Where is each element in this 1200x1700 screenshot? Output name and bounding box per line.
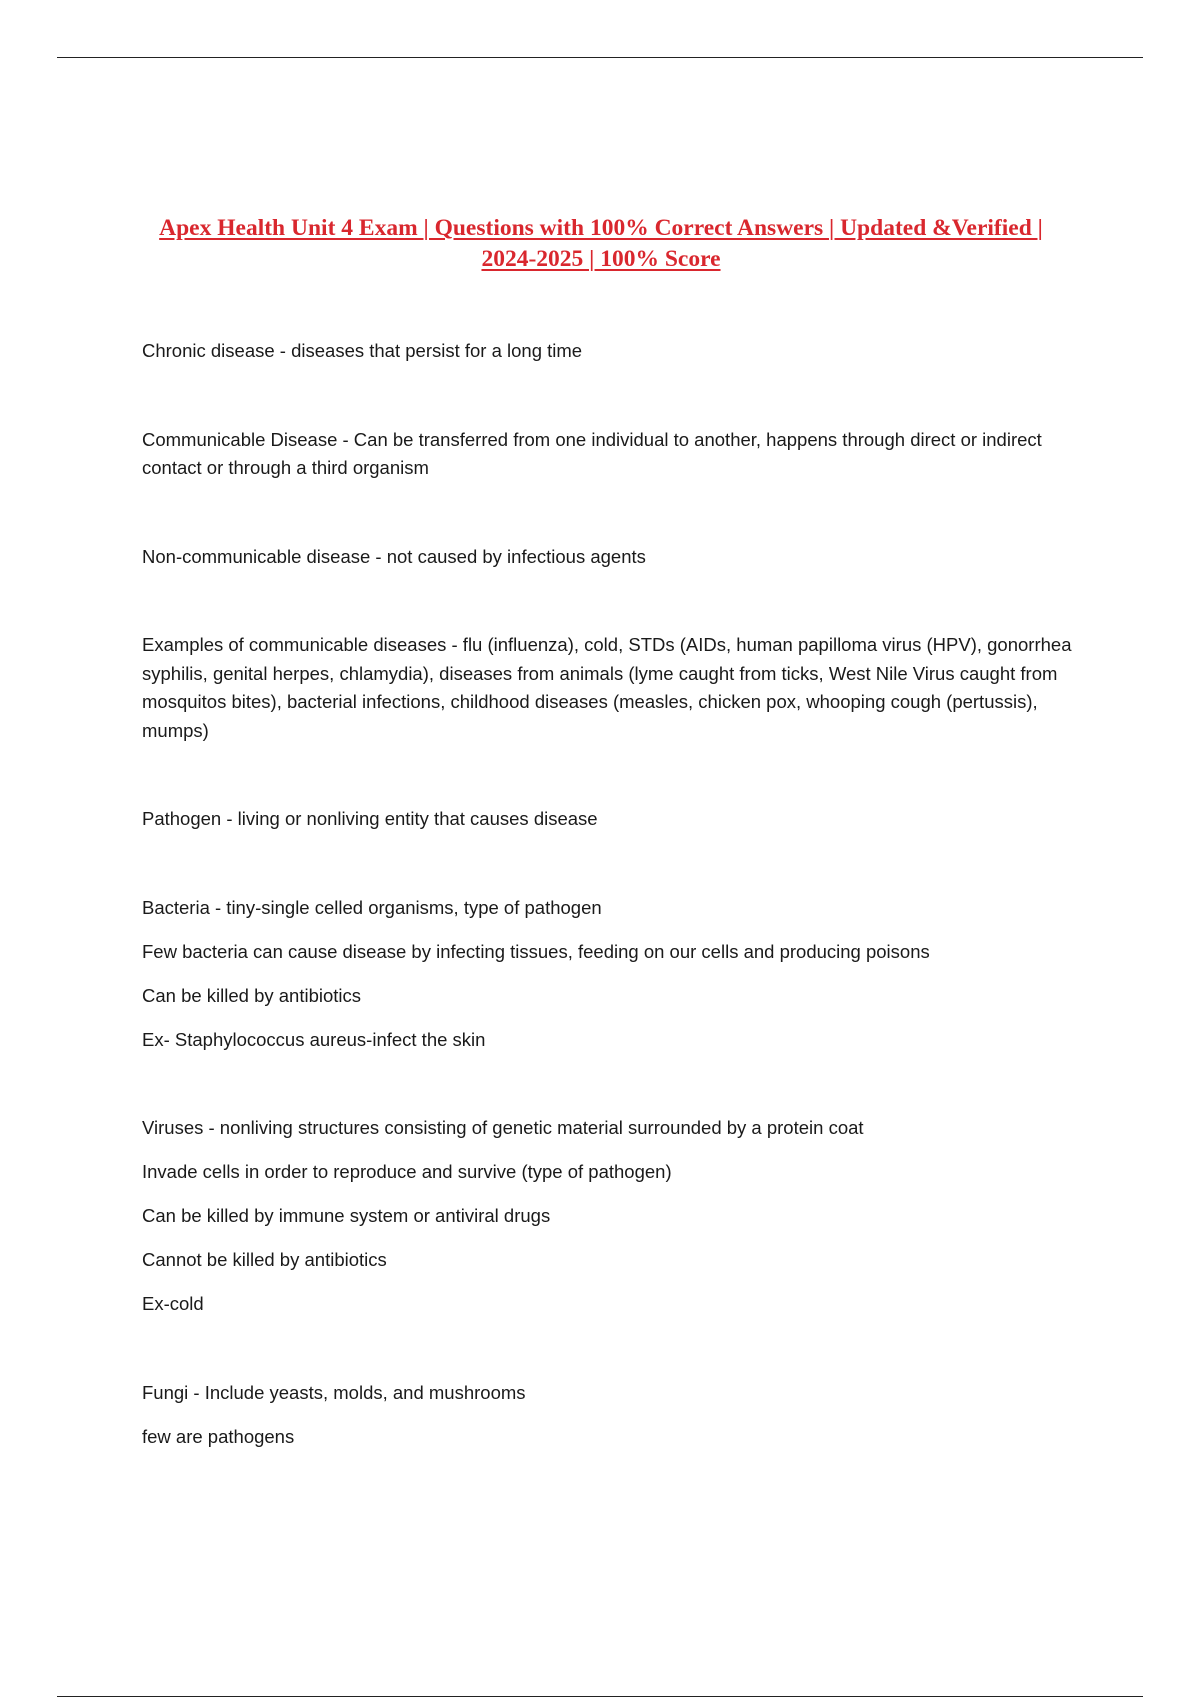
entry-viruses [142, 1114, 1072, 1319]
document-title: Apex Health Unit 4 Exam | Questions with 100% Correct Answers | Updated &Verified | 2024-2025 | 100% Score [159, 215, 1043, 272]
entry-line: Cannot be killed by antibiotics [142, 1249, 387, 1270]
entry-line: Bacteria - tiny-single celled organisms, type of pathogen [142, 896, 602, 918]
entry-line: Fungi - Include yeasts, molds, and mushrooms [142, 1381, 526, 1403]
entry-line: Communicable Disease - Can be transferred from one individual to another, happens through direct or indirect contact or through a third organism [142, 428, 1042, 478]
entry-line: Few bacteria can cause disease by infecting tissues, feeding on our cells and producing poisons [142, 940, 930, 962]
entry-line: Can be killed by immune system or antiviral drugs [142, 1205, 551, 1226]
top-rule [57, 57, 1143, 58]
document-body [142, 337, 1072, 1511]
entry-communicable-examples [142, 631, 1072, 745]
entry-line: Invade cells in order to reproduce and survive (type of pathogen) [142, 1161, 672, 1182]
entry-pathogen [142, 805, 1072, 834]
entry-line: Ex-cold [142, 1293, 204, 1314]
entry-fungi [142, 1379, 1072, 1452]
entry-line: Non-communicable disease - not caused by infectious agents [142, 545, 646, 567]
entry-line: Chronic disease - diseases that persist for a long time [142, 340, 583, 361]
entry-line: few are pathogens [142, 1425, 295, 1447]
entry-chronic-disease [142, 337, 1072, 366]
bottom-rule [57, 1696, 1143, 1697]
entry-line: Examples of communicable diseases - flu (influenza), cold, STDs (AIDs, human papilloma virus (HPV), gonorrhea syphilis, genital herpes, chlamydia), diseases from animals (lyme caught from ticks, West Nile Virus caught from mosquitos bites), bacterial infections, childhood diseases (measles, chicken pox, whooping cough (pertussis), mumps) [142, 634, 1072, 741]
entry-line: Pathogen - living or nonliving entity that causes disease [142, 808, 598, 829]
entry-line: Ex- Staphylococcus aureus-infect the skin [142, 1028, 486, 1050]
entry-line: Can be killed by antibiotics [142, 984, 362, 1006]
entry-communicable-disease [142, 426, 1072, 483]
entry-line: Viruses - nonliving structures consisting of genetic material surrounded by a protein coat [142, 1117, 864, 1138]
entry-non-communicable-disease [142, 543, 1072, 572]
entry-bacteria [142, 894, 1072, 1055]
